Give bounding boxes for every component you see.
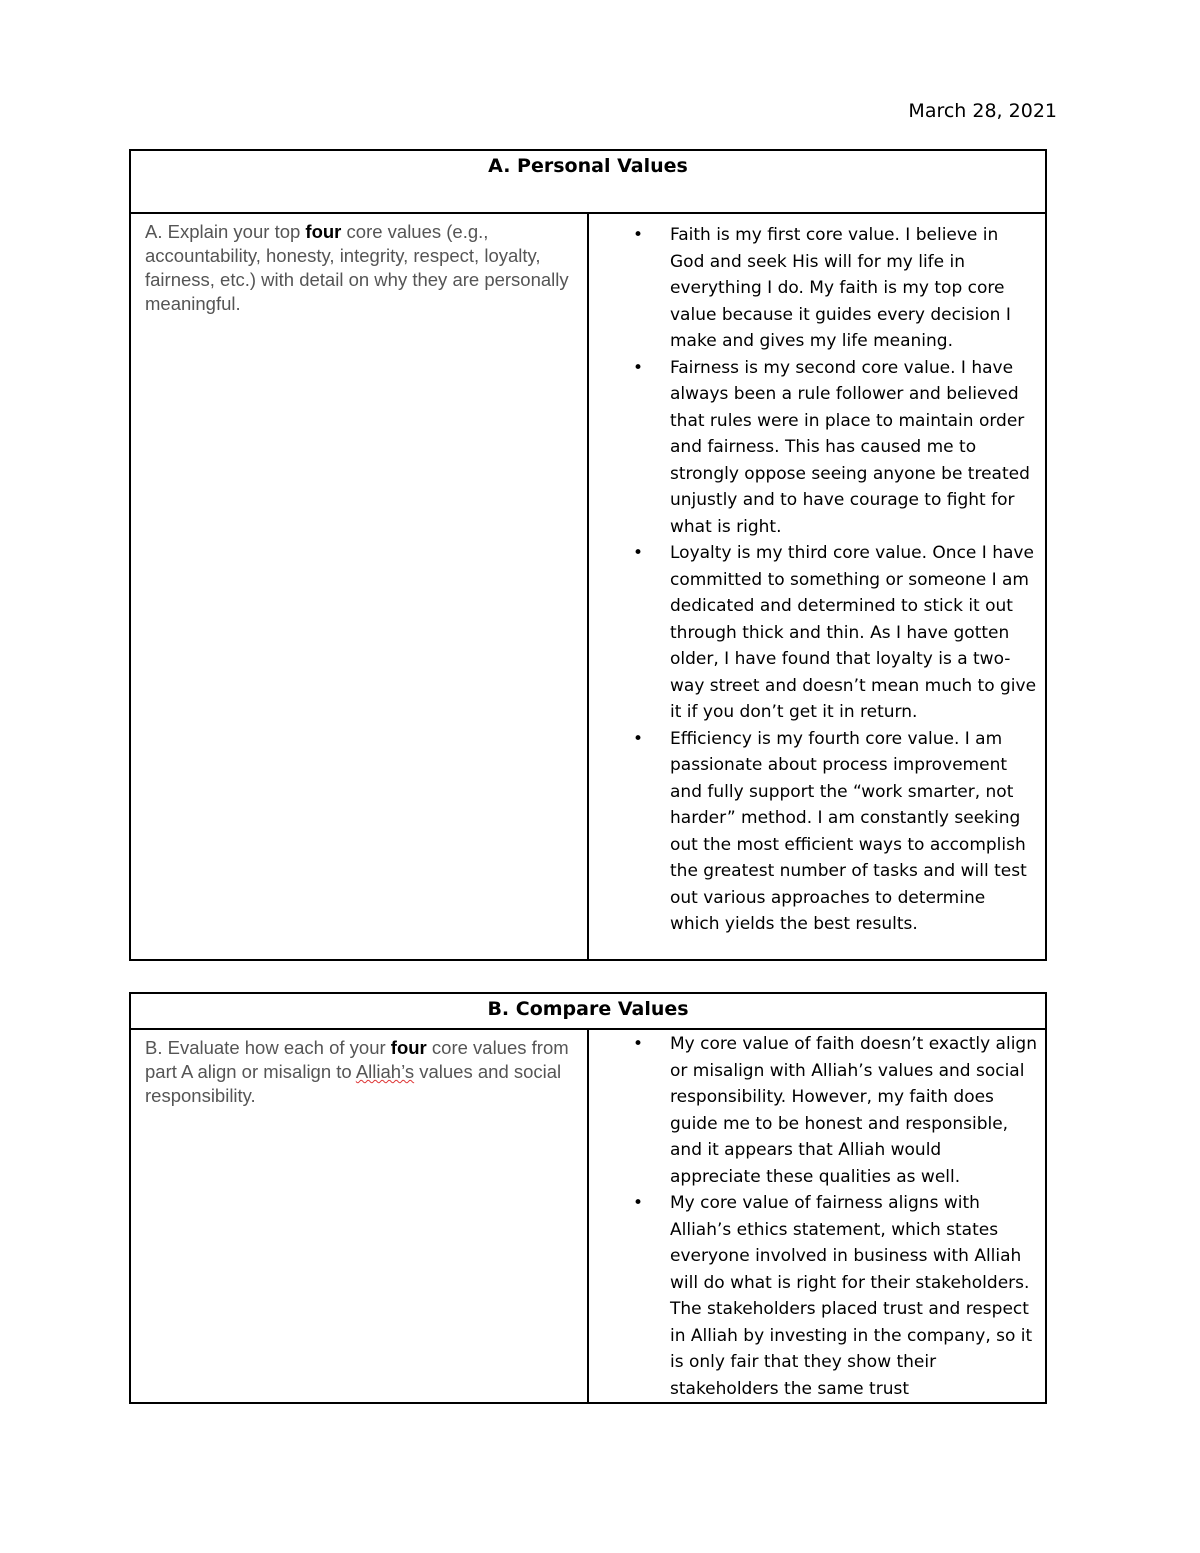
list-item-text: My core value of fairness aligns with Alliah’s ethics statement, which states everyone involved in business with Alliah will do what is right for their stakeholders. The stakeholders placed trust and respect in Alliah by investing in the company, so it is only fair that they show their stakeholders the same trust <box>670 1193 1033 1399</box>
bullet-icon: • <box>633 1193 644 1213</box>
prompt-text: A. Explain your top <box>145 221 306 242</box>
personal-values-table <box>129 149 1047 961</box>
compare-values-table <box>129 992 1047 1404</box>
prompt-emphasis: four <box>390 1037 427 1058</box>
prompt-text: values and social responsibility. <box>145 1061 562 1106</box>
answer-bullet-list <box>589 1031 1045 1402</box>
answer-bullet-list <box>589 222 1045 938</box>
list-item <box>633 540 1045 726</box>
document-date: March 28, 2021 <box>908 100 1057 122</box>
list-item-text: Loyalty is my third core value. Once I have committed to something or someone I am dedicated and determined to stick it out through thick and thin. As I have gotten older, I have found that loyalty is a two-way street and doesn’t mean much to give it if you don’t get it in return. <box>670 543 1037 722</box>
personal-values-prompt <box>130 213 588 960</box>
bullet-icon: • <box>633 225 644 245</box>
bullet-icon: • <box>633 357 644 378</box>
bullet-icon: • <box>633 728 644 749</box>
prompt-text: core values (e.g., accountability, honesty, integrity, respect, loyalty, fairness, etc.) with detail on why they are personally meaningful. <box>145 221 569 314</box>
list-item <box>633 355 1045 541</box>
bullet-icon: • <box>633 1034 644 1054</box>
list-item-text: Fairness is my second core value. I have always been a rule follower and believed that rules were in place to maintain order and fairness. This has caused me to strongly oppose seeing anyone be treated unjustly and to have courage to fight for what is right. <box>670 357 1030 537</box>
personal-values-answer <box>588 213 1046 960</box>
prompt-emphasis: four <box>305 221 342 242</box>
prompt-text: B. Evaluate how each of your <box>145 1037 391 1058</box>
list-item-text: Faith is my first core value. I believe in God and seek His will for my life in everything I do. My faith is my top core value because it guides every decision I make and gives my life meaning. <box>670 225 1011 351</box>
list-item-text: My core value of faith doesn’t exactly align or misalign with Alliah’s values and social responsibility. However, my faith does guide me to be honest and responsible, and it appears that Alliah would appreciate these qualities as well. <box>670 1034 1037 1187</box>
list-item <box>633 726 1045 938</box>
list-item <box>633 222 1045 355</box>
compare-values-prompt <box>130 1029 588 1403</box>
list-item <box>633 1190 1045 1402</box>
prompt-text: core values from part A align or misalign to <box>145 1037 569 1082</box>
compare-values-header: B. Compare Values <box>130 993 1046 1029</box>
personal-values-header: A. Personal Values <box>130 150 1046 213</box>
list-item-text: Efficiency is my fourth core value. I am passionate about process improvement and fully support the “work smarter, not harder” method. I am constantly seeking out the most efficient ways to accomplish the greatest number of tasks and will test out various approaches to determine which yields the best results. <box>670 728 1027 934</box>
bullet-icon: • <box>633 543 644 563</box>
spellcheck-word: Alliah’s <box>355 1061 415 1082</box>
compare-values-answer <box>588 1029 1046 1403</box>
list-item <box>633 1031 1045 1190</box>
